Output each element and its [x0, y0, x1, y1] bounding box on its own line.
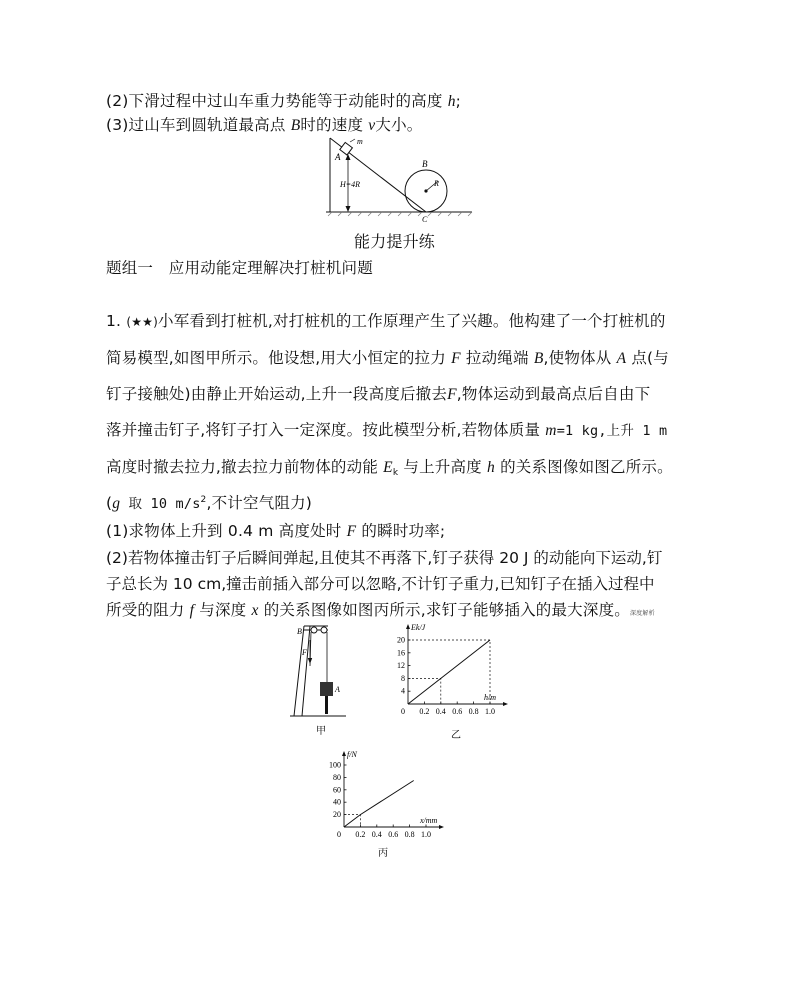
x-tick-label: 0.8 — [468, 707, 479, 716]
y-axis-arrow — [406, 624, 410, 629]
y-tick-label: 60 — [333, 785, 341, 795]
q1-line4: 落并撞击钉子,将钉子打入一定深度。按此模型分析,若物体质量 m=1 kg,上升 1 m — [106, 421, 668, 439]
x-tick-label: 0.6 — [388, 830, 399, 839]
x-axis-arrow — [503, 702, 508, 706]
caption-jia: 甲 — [316, 726, 326, 737]
chart-bing — [318, 748, 454, 860]
y-tick-label: 20 — [333, 810, 341, 820]
q-prev-part3: (3)过山车到圆轨道最高点 B时的速度 v大小。 — [106, 116, 423, 134]
series-line — [344, 781, 414, 828]
difficulty-stars: (★★) — [126, 315, 159, 329]
x-tick-label: 0.4 — [371, 830, 382, 839]
q1-part2-line2: 子总长为 10 cm,撞击前插入部分可以忽略,不计钉子重力,已知钉子在插入过程中 — [106, 575, 655, 593]
q1-part2-line1: (2)若物体撞击钉子后瞬间弹起,且使其不再落下,钉子获得 20 J 的动能向下运动,钉 — [106, 549, 663, 567]
y-tick-label: 40 — [333, 797, 341, 807]
x-axis-label: h/m — [484, 693, 496, 702]
x-tick-label: 0.8 — [404, 830, 415, 839]
x-tick-label: 0.2 — [419, 707, 430, 716]
label-R: R — [434, 179, 439, 188]
y-tick-label: 4 — [401, 686, 405, 696]
y-axis-arrow — [342, 751, 346, 756]
x-tick-label: 0 — [337, 830, 341, 839]
y-axis-label: Ek/J — [411, 623, 426, 632]
pile-driver-figure — [288, 620, 348, 738]
series-line — [408, 640, 490, 704]
y-tick-label: 20 — [397, 635, 405, 645]
q1-line6: (g 取 10 $m/s^2$,不计空气阻力) — [106, 494, 313, 512]
y-tick-label: 100 — [329, 760, 341, 770]
q1-line5: 高度时撤去拉力,撤去拉力前物体的动能 $E_k$ 与上升高度 h 的关系图像如图乙所示。 — [106, 458, 673, 478]
y-tick-label: 80 — [333, 772, 341, 782]
label-A-jia: A — [335, 685, 340, 694]
group-title: 题组一 应用动能定理解决打桩机问题 — [106, 259, 373, 277]
label-B: B — [422, 159, 428, 169]
caption-yi: 乙 — [451, 730, 461, 741]
section-title: 能力提升练 — [354, 232, 436, 251]
ramp-loop-figure — [322, 134, 474, 224]
chart-yi — [364, 614, 514, 742]
label-m: m — [357, 137, 363, 146]
y-tick-label: 12 — [397, 661, 405, 671]
label-A: A — [335, 152, 341, 162]
deep-analysis-tag: 深度解析 — [629, 610, 655, 617]
x-tick-label: 0.2 — [355, 830, 366, 839]
q1-line1: 1. (★★)小军看到打桩机,对打桩机的工作原理产生了兴趣。他构建了一个打桩机的 — [106, 312, 666, 330]
q1-line2: 简易模型,如图甲所示。他设想,用大小恒定的拉力 F 拉动绳端 B,使物体从 A 点(与 — [106, 349, 670, 367]
label-B-jia: B — [297, 627, 302, 636]
label-F-jia: F — [302, 648, 307, 657]
y-tick-label: 8 — [401, 673, 405, 683]
x-tick-label: 0.4 — [435, 707, 446, 716]
x-tick-label: 0 — [401, 707, 405, 716]
y-axis-label: f/N — [347, 750, 357, 759]
q1-part1: (1)求物体上升到 0.4 m 高度处时 F 的瞬时功率; — [106, 522, 446, 540]
q1-line3: 钉子接触处)由静止开始运动,上升一段高度后撤去F,物体运动到最高点后自由下 — [106, 385, 651, 403]
q1-part2-line3: 所受的阻力 f 与深度 x 的关系图像如图丙所示,求钉子能够插入的最大深度。深度解析 — [106, 601, 655, 619]
x-axis-arrow — [439, 825, 444, 829]
x-axis-label: x/mm — [420, 816, 438, 825]
y-tick-label: 16 — [397, 648, 405, 658]
label-C: C — [422, 215, 428, 224]
x-tick-label: 0.6 — [452, 707, 463, 716]
x-tick-label: 1.0 — [485, 707, 495, 716]
x-tick-label: 1.0 — [421, 830, 431, 839]
label-H: H=4R — [340, 180, 361, 189]
caption-bing: 丙 — [378, 848, 388, 859]
q-prev-part2: (2)下滑过程中过山车重力势能等于动能时的高度 h; — [106, 92, 462, 110]
